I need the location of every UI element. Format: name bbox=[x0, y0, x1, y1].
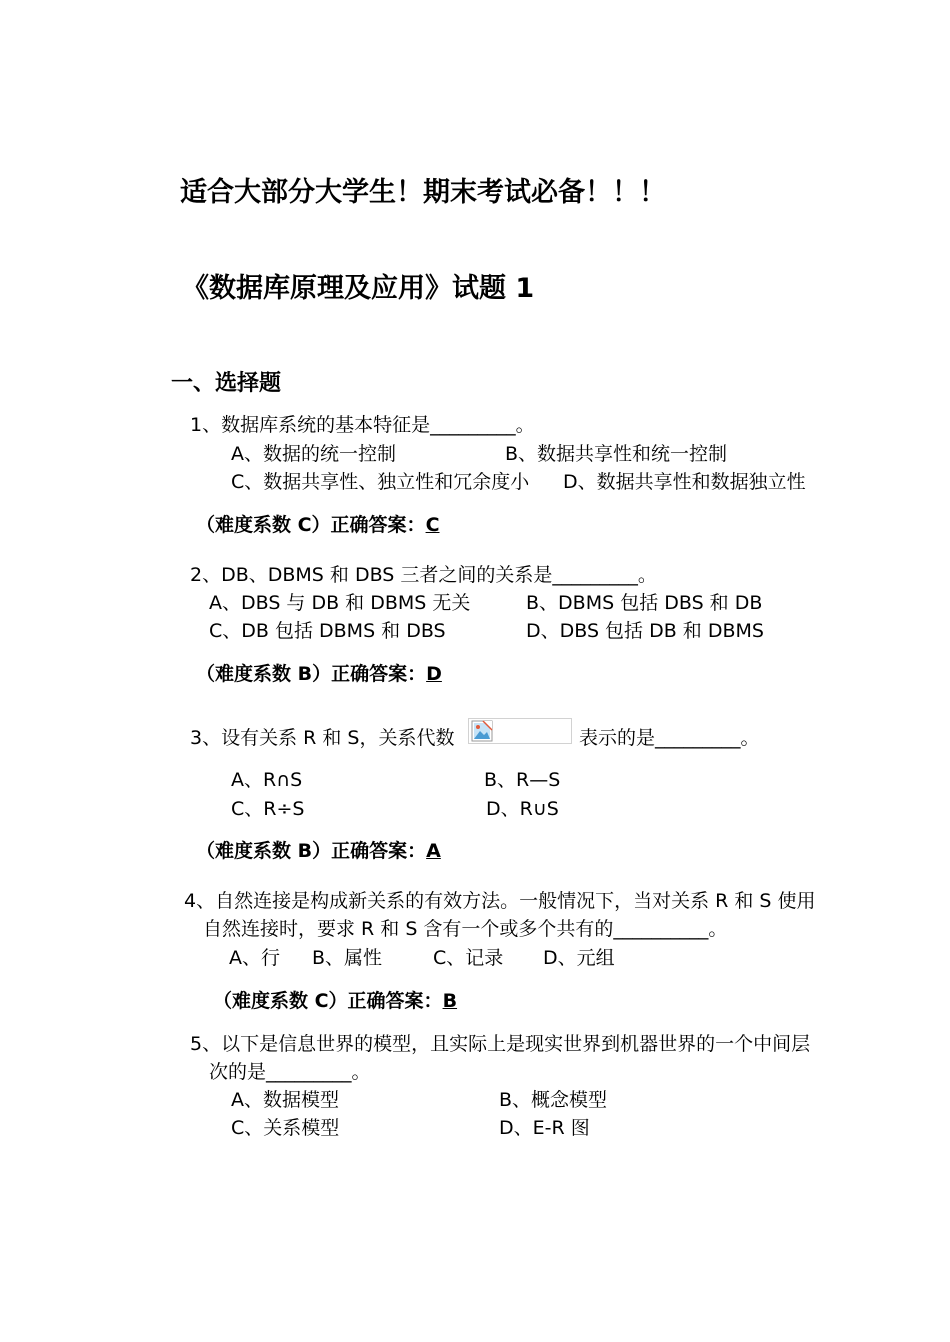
option-b: B、数据共享性和统一控制 bbox=[505, 443, 728, 465]
answer-label: （难度系数 B）正确答案： bbox=[196, 840, 427, 862]
question-stem-part1: 3、设有关系 R 和 S，关系代数 bbox=[190, 727, 455, 749]
option-a: A、行 bbox=[229, 947, 280, 969]
exam-title: 《数据库原理及应用》试题 1 bbox=[182, 273, 535, 304]
page-title: 适合大部分大学生！期末考试必备！！！ bbox=[180, 177, 666, 208]
option-d: D、数据共享性和数据独立性 bbox=[563, 471, 806, 493]
question-stem-line2: 次的是_________。 bbox=[209, 1061, 371, 1083]
option-d: D、DBS 包括 DB 和 DBMS bbox=[526, 620, 764, 642]
answer-line bbox=[196, 836, 441, 863]
answer-value: C bbox=[425, 514, 440, 536]
answer-value: B bbox=[442, 990, 458, 1012]
question-stem: 2、DB、DBMS 和 DBS 三者之间的关系是_________。 bbox=[190, 564, 657, 586]
option-c: C、R÷S bbox=[231, 798, 305, 820]
section-heading: 一、选择题 bbox=[171, 371, 282, 396]
option-b: B、R—S bbox=[484, 769, 561, 791]
answer-line bbox=[196, 659, 442, 686]
answer-value: A bbox=[426, 840, 441, 862]
question-stem-line2: 自然连接时，要求 R 和 S 含有一个或多个共有的__________。 bbox=[203, 918, 728, 940]
option-d: D、R∪S bbox=[486, 798, 559, 820]
answer-line bbox=[213, 986, 457, 1013]
question-stem-part2: 表示的是_________。 bbox=[579, 727, 760, 749]
formula-image-placeholder bbox=[468, 718, 572, 744]
option-b: B、概念模型 bbox=[499, 1089, 608, 1111]
answer-label: （难度系数 B）正确答案： bbox=[196, 663, 427, 685]
answer-label: （难度系数 C）正确答案： bbox=[196, 514, 426, 536]
option-c: C、DB 包括 DBMS 和 DBS bbox=[209, 620, 446, 642]
option-a: A、R∩S bbox=[231, 769, 303, 791]
answer-value: D bbox=[426, 663, 442, 685]
option-c: C、记录 bbox=[433, 947, 504, 969]
broken-image-icon bbox=[471, 720, 493, 742]
option-a: A、数据的统一控制 bbox=[231, 443, 396, 465]
answer-line bbox=[196, 510, 440, 537]
question-stem-line1: 4、自然连接是构成新关系的有效方法。一般情况下，当对关系 R 和 S 使用 bbox=[184, 890, 816, 912]
option-c: C、关系模型 bbox=[231, 1117, 340, 1139]
question-stem-line1: 5、以下是信息世界的模型，且实际上是现实世界到机器世界的一个中间层 bbox=[190, 1033, 811, 1055]
option-b: B、DBMS 包括 DBS 和 DB bbox=[526, 592, 763, 614]
option-d: D、元组 bbox=[543, 947, 615, 969]
option-a: A、DBS 与 DB 和 DBMS 无关 bbox=[209, 592, 471, 614]
answer-label: （难度系数 C）正确答案： bbox=[213, 990, 443, 1012]
option-c: C、数据共享性、独立性和冗余度小 bbox=[231, 471, 530, 493]
option-b: B、属性 bbox=[312, 947, 383, 969]
option-a: A、数据模型 bbox=[231, 1089, 339, 1111]
option-d: D、E-R 图 bbox=[499, 1117, 590, 1139]
question-stem: 1、数据库系统的基本特征是_________。 bbox=[190, 414, 535, 436]
